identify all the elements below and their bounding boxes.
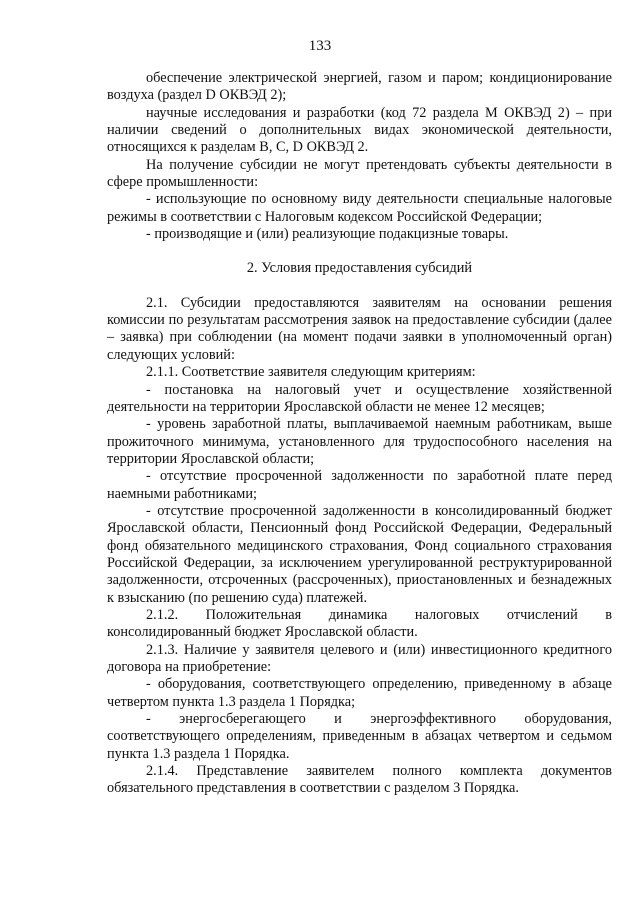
paragraph: - отсутствие просроченной задолженности по заработной плате перед наемными работниками; — [107, 468, 612, 502]
page-number: 133 — [308, 38, 332, 54]
paragraph: 2.1.4. Представление заявителем полного комплекта документов обязательного представления в соответствии с разделом 3 Порядка. — [107, 763, 612, 797]
paragraph: 2.1.2. Положительная динамика налоговых отчислений в консолидированный бюджет Ярославской области. — [107, 606, 612, 641]
paragraph: - энергосберегающего и энергоэффективного оборудования, соответствующего определениям, приведенным в абзацах четвертом и седьмом пункта 1.3 раздела 1 Порядка. — [107, 711, 612, 762]
paragraph: 2.1. Субсидии предоставляются заявителям на основании решения комиссии по результатам рассмотрения заявок на предоставление субсидии (далее – заявка) при соблюдении (на момент подачи заявки в уполномоченный орган) следующих условий: — [107, 294, 612, 363]
paragraph: обеспечение электрической энергией, газом и паром; кондиционирование воздуха (раздел D ОКВЭД 2); — [107, 70, 612, 104]
paragraph: 2.1.3. Наличие у заявителя целевого и (или) инвестиционного кредитного договора на приобретение: — [107, 641, 612, 675]
section-title: 2. Условия предоставления субсидий — [246, 260, 473, 277]
paragraph: научные исследования и разработки (код 72 раздела M ОКВЭД 2) – при наличии сведений о дополнительных видах экономической деятельности, относящихся к разделам B, C, D ОКВЭД 2. — [107, 104, 612, 156]
paragraph: - отсутствие просроченной задолженности в консолидированный бюджет Ярославской области, Пенсионный фонд Российской Федерации, Федеральный фонд обязательного медицинского страхования, Фонд социального страхования Российской Федерации, за исключением урегулированной реструктурированной задолженности, отсроченных (рассроченных), приостановленных и безнадежных к взысканию (по решению суда) платежей. — [107, 502, 612, 606]
paragraph: 2.1.1. Соответствие заявителя следующим критериям: — [146, 364, 476, 381]
paragraph: - постановка на налоговый учет и осуществление хозяйственной деятельности на территории Ярославской области не менее 12 месяцев; — [107, 381, 612, 415]
paragraph: На получение субсидии не могут претендовать субъекты деятельности в сфере промышленности: — [107, 156, 612, 191]
document-body — [107, 70, 612, 798]
paragraph: - уровень заработной платы, выплачиваемой наемным работникам, выше прожиточного минимума, установленного для трудоспособного населения на территории Ярославской области; — [107, 416, 612, 467]
paragraph: - использующие по основному виду деятельности специальные налоговые режимы в соответствии с Налоговым кодексом Российской Федерации; — [107, 191, 612, 225]
paragraph: - оборудования, соответствующего определению, приведенному в абзаце четвертом пункта 1.3 раздела 1 Порядка; — [107, 676, 612, 710]
paragraph: - производящие и (или) реализующие подакцизные товары. — [146, 226, 509, 243]
